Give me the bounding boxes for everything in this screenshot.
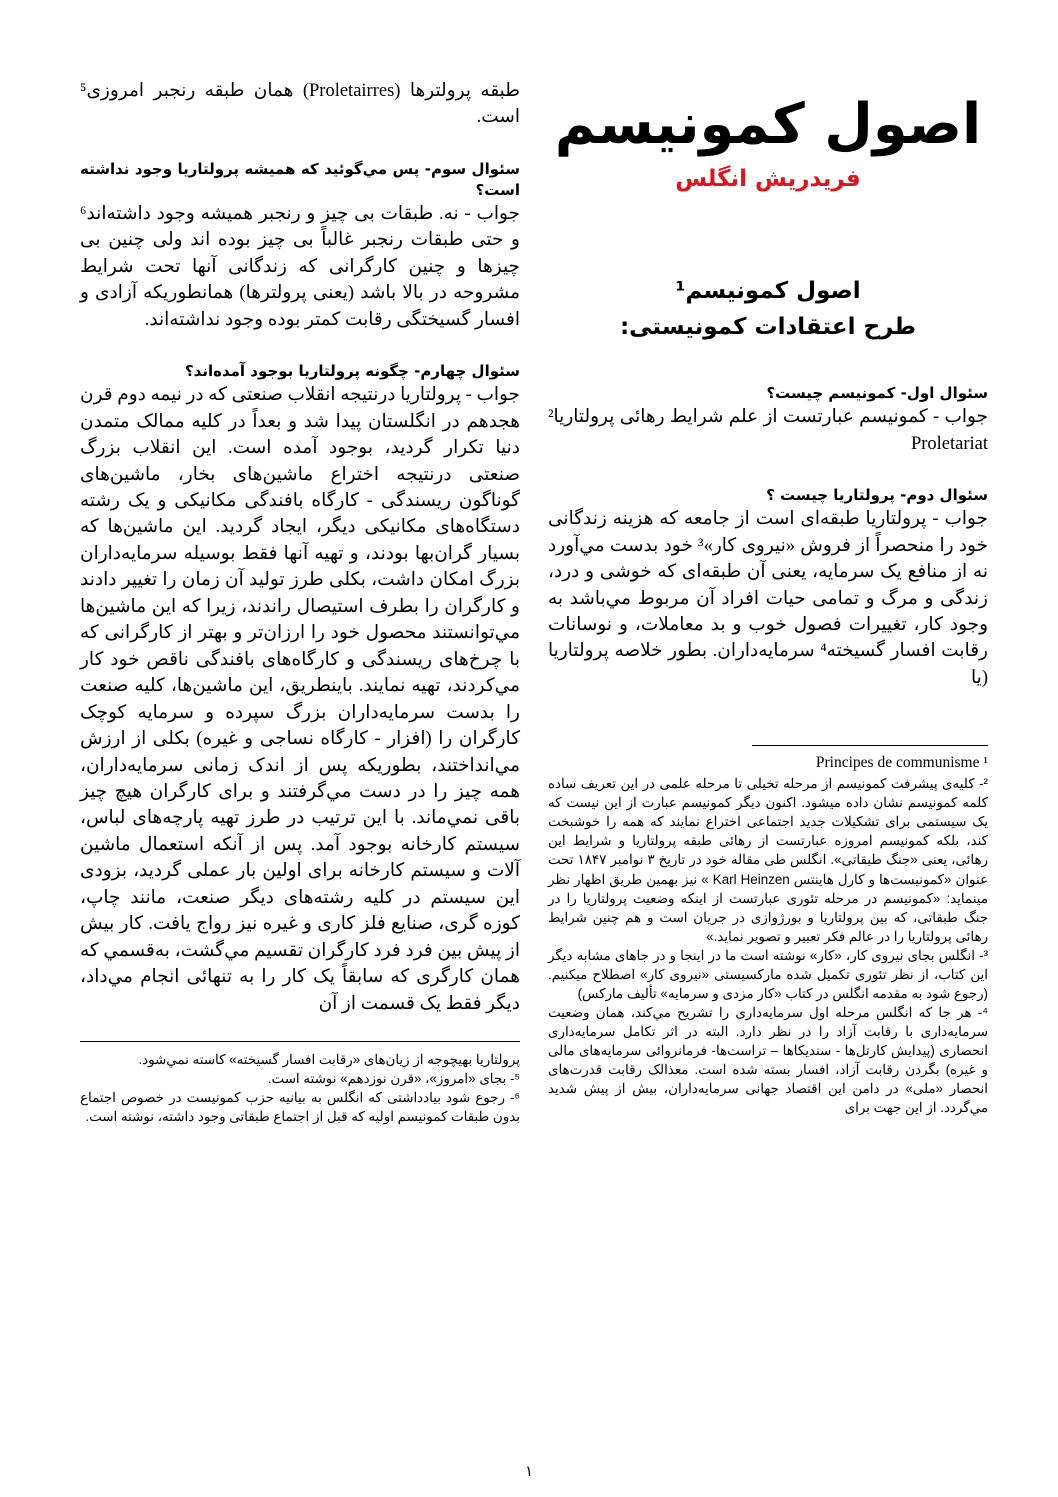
question-3-answer: جواب - نه. طبقات بی چیز و رنجبر همیشه وجود داشته‌اند⁶ و حتی طبقات رنجبر غالباً بی چیز بوده اند ولی چنین بی چیزها و چنین کارگرانی که زندگانی آنها تحت شرایط مشروحه در بالا باشد (یعنی پرولترها) همانطوریکه آزادی و افسار گسیختگی رقابت کمتر بوده وجود نداشته‌اند. bbox=[80, 203, 520, 330]
question-4-answer: جواب - پرولتاریا درنتیجه انقلاب صنعتی که در نیمه دوم قرن هجدهم در انگلستان پیدا شد و بعداً در کلیه ممالک متمدن دنیا تکرار گردید، بوجود آمده است. این انقلاب بزرگ صنعتی درنتیجه اختراع ماشین‌های بخار، ماشین‌های گوناگون ریسندگی - کارگاه بافندگی مکانیکی و یک رشته دستگاه‌های مکانیکی دیگر، ایجاد گردید. این ماشین‌ها که بسیار گران‌بها بودند، و تهیه آنها فقط بوسیله سرمایه‌داران بزرگ امکان داشت، بکلی طرز تولید آن زمان را تغییر دادند و کارگران را بطرف استیصال راندند، زیرا که این ماشین‌ها مي‌توانستند محصول خود را ارزان‌تر و بهتر از کارگرانی که با چرخ‌های ریسندگی و کارگاه‌های بافندگی ناقص خود کار مي‌کردند، تهیه نمایند. باینطریق، این ماشین‌ها، کلیه صنعت را بدست سرمایه‌داران بزرگ سپرده و سرمایه کوچک کارگران را (افزار - کارگاه نساجی و غیره) بکلی از ارزش مي‌انداختند، بطوریکه پس از اندک زمانی سرمایه‌داران، همه چیز را در دست مي‌گرفتند و برای کارگران هیچ چیز باقی نمي‌ماند. با این ترتیب در طرز تهیه پارچه‌های لباس، سیستم کارخانه بوجود آمد. پس از آنکه استعمال ماشین آلات و سیستم کارخانه برای اولین بار عملی گردید، بزودی این سیستم در کلیه رشته‌های دیگر صنعت، مانند چاپ، کوزه گری، صنایع فلز کاری و غیره نیز رواج یافت. کار بیش از پیش بین فرد فرد کارگران تقسیم مي‌گشت، به‌قسمي که همان کارگری که سابقاً یک کار را به تنهائی انجام مي‌داد، دیگر فقط یک قسمت از آن bbox=[80, 385, 520, 1014]
page-number: ۱ bbox=[524, 1464, 534, 1480]
document-title: اصول کمونیسم bbox=[554, 92, 982, 157]
intro-paragraph: طبقه پرولترها (Proletairres) همان طبقه رنجبر امروزی⁵ است. bbox=[80, 81, 520, 128]
subtitle-line-1: اصول کمونیسم¹ bbox=[675, 278, 861, 304]
question-2-answer: جواب - پرولتاریا طبقه‌ای است از جامعه که هزینه زندگانی خود را منحصراً از فروش «نیروی کار»³ خود بدست مي‌آورد نه از منافع یک سرمایه، یعنی آن طبقه‌ای که خوشی و درد، زندگی و مرگ و تمامی حیات افراد آن مربوط مي‌باشد به وجود کار، تغییرات فصول خوب و بد معاملات، و نوسانات رقابت افسار گسیخته⁴ سرمایه‌داران. بطور خلاصه پرولتاریا (یا bbox=[548, 509, 988, 688]
left-column bbox=[80, 78, 520, 1126]
question-2-title: سئوال دوم- پرولتاریا چیست ؟ bbox=[766, 486, 988, 505]
footnote-2: ²- کلیه‌ی پیشرفت کمونیسم از مرحله تخیلی تا مرحله علمی در این تعریف ساده کلمه کمونیسم نشان داده میشود. اکنون دیگر کمونیسم عبارت از این نیست که یک سیستمی برای تشکیلات جدید اجتماعی اختراع نمایند که همه را خوشبخت کند، بلکه کمونیسم امروزه عبارتست از رهائی طبقه پرولتاریا و شرایط این رهائی، یعنی «جنگ طبقاتی». انگلس طی مقاله خود در تاریخ ۳ نوامبر ۱۸۴۷ تحت عنوان «کمونیست‌ها و کارل هاینتس Karl Heinzen » نیز بهمین طریق اظهار نظر مینماید: «کمونیسم در مرحله تئوری عبارتست از اینکه وضعیت پرولتاریا را در جنگ طبقاتی، که بین پرولتاریا و بورژوازی در جریان است و هم چنین شرایط رهائی پرولتاریا را در عالم فکر تعبیر و تصویر نماید.» bbox=[548, 776, 988, 944]
question-3-title: سئوال سوم- پس مي‌گوئید که همیشه پرولتاریا وجود نداشته است؟ bbox=[80, 159, 520, 199]
footnote-5: ⁵- بجای «امروز»، «قرن نوزدهم» نوشته است. bbox=[267, 1071, 520, 1087]
footnote-4: ⁴- هر جا که انگلس مرحله اول سرمایه‌داری را تشریح مي‌کند، همان وضعیت سرمایه‌داری با رقابت آزاد را در نظر دارد. البته در اثر تکامل سرمایه‌داری انحصاری (پیدایش کارتل‌ها - سندیکاها – تراست‌ها- فرمانروائی سرمایه‌های مالی و غیره) بگردن رقابت آزاد، افسار بسته شده است. معذالک رقابت قدرت‌های انحصار «ملی» در دامن این اقتصاد جهانی سرمایه‌داران، بیش از پیش شدید مي‌گردد. از این جهت برای bbox=[548, 1004, 988, 1115]
question-1-answer: جواب - کمونیسم عبارتست از علم شرایط رهائی پرولتاریا² Proletariat bbox=[548, 407, 988, 454]
question-4-title: سئوال چهارم- چگونه پرولتاریا بوجود آمده‌اند؟ bbox=[184, 362, 520, 381]
question-1-title: سئوال اول- کمونیسم چیست؟ bbox=[766, 384, 988, 403]
right-column bbox=[548, 70, 988, 1117]
subtitle-line-2: طرح اعتقادات کمونیستی: bbox=[619, 313, 917, 340]
footnote-3: ³- انگلس بجای نیروی کار، «کار» نوشته است ما در اینجا و در جاهای مشابه دیگر این کتاب، از نظر تئوری تکمیل شده مارکسیستی «نیروی کار» اصطلاح میکنیم. (رجوع شود به مقدمه انگلس در کتاب «کار مزدی و سرمایه» تألیف مارکس) bbox=[548, 947, 988, 1001]
footnote-6: ⁶- رجوع شود بیادداشتی که انگلس به بیانیه حزب کمونیست در خصوص اجتماع بدون طبقات کمونیسم اولیه که قبل از اجتماع طبقاتی وجود داشته، نوشته است. bbox=[80, 1090, 520, 1125]
document-author: فریدریش انگلس bbox=[675, 166, 861, 192]
footnote-1: Principes de communisme ¹ bbox=[815, 754, 988, 772]
document-subtitle bbox=[548, 274, 988, 345]
footnote-4-continued: پرولتاریا بهیچوجه از زیان‌های «رقابت افسار گسیخته» کاسته نمي‌شود. bbox=[138, 1052, 520, 1068]
